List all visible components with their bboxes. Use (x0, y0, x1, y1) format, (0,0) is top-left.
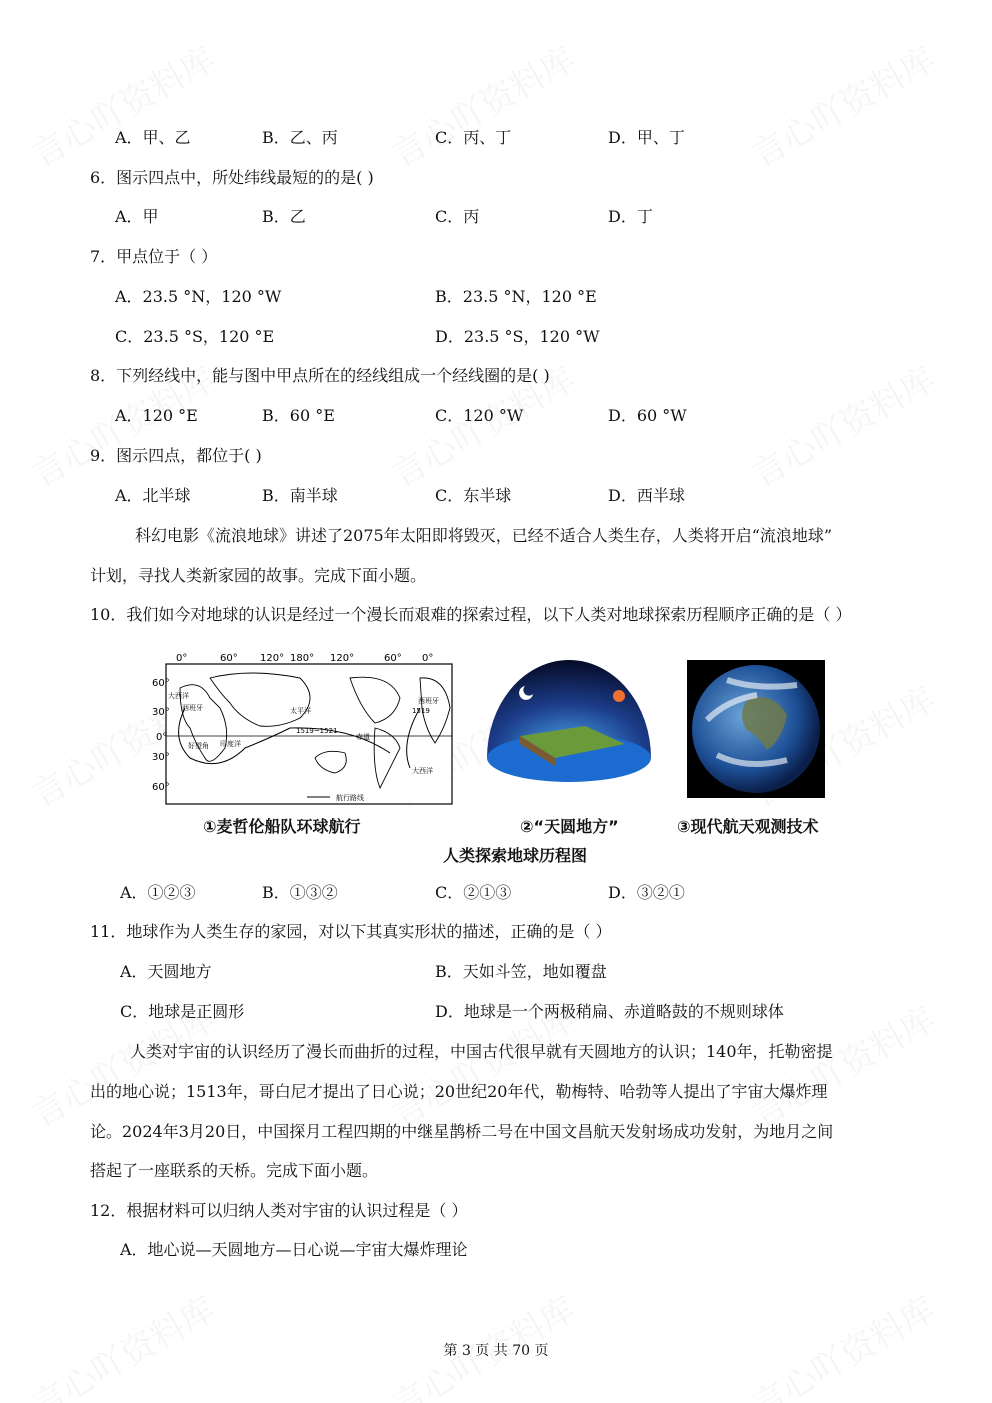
map-label: 1519~1521 (296, 727, 338, 735)
q12-stem: 12．根据材料可以归纳人类对宇宙的认识过程是（ ） (90, 1201, 468, 1220)
passage2-line: 出的地心说；1513年，哥白尼才提出了日心说；20世纪20年代，勒梅特、哈勃等人提出了宇宙大爆炸理 (90, 1082, 828, 1101)
map-label: 好望角 (188, 742, 209, 750)
q10-option-a: A．①②③ (120, 883, 196, 902)
passage1-line: 科幻电影《流浪地球》讲述了2075年太阳即将毁灭，已经不适合人类生存，人类将开启“流浪地球” (135, 526, 833, 545)
q6-option-a: A．甲 (115, 207, 159, 226)
map-label: 太平洋 (290, 707, 311, 715)
q9-stem: 9．图示四点，都位于( ) (90, 446, 262, 465)
q6-option-d: D．丁 (608, 207, 653, 226)
q10-option-b: B．①③② (262, 883, 338, 902)
q11-option-c: C．地球是正圆形 (120, 1002, 245, 1021)
watermark (741, 352, 942, 496)
q9-option-d: D．西半球 (608, 486, 685, 505)
q7-option-c: C．23.5 °S，120 °E (115, 327, 275, 346)
q10-option-d: D．③②① (608, 883, 685, 902)
map-tick: 0° (156, 732, 168, 743)
q7-option-b: B．23.5 °N，120 °E (435, 287, 597, 306)
earth-satellite-image (687, 660, 825, 798)
map-label: 西班牙 (182, 704, 203, 712)
q8-option-b: B．60 °E (262, 406, 335, 425)
q11-option-b: B．天如斗笠，地如覆盘 (435, 962, 607, 981)
map-tick: 60° (152, 678, 170, 689)
map-label: 西班牙 (418, 697, 439, 705)
q11-option-d: D．地球是一个两极稍扁、赤道略鼓的不规则球体 (435, 1002, 784, 1021)
q9-option-c: C．东半球 (435, 486, 512, 505)
q7-option-d: D．23.5 °S，120 °W (435, 327, 600, 346)
q6-option-c: C．丙 (435, 207, 480, 226)
q8-option-d: D．60 °W (608, 406, 687, 425)
map-tick: 30° (152, 752, 170, 763)
map-label: 1519 (412, 707, 430, 715)
tianyuan-difang-image (485, 658, 653, 788)
map-tick: 0° (176, 653, 188, 664)
q12-option-a: A．地心说—天圆地方—日心说—宇宙大爆炸理论 (120, 1240, 468, 1259)
q5-option-c: C．丙、丁 (435, 128, 512, 147)
q10-option-c: C．②①③ (435, 883, 512, 902)
magellan-route-map (150, 648, 460, 810)
map-label: 大西洋 (412, 767, 433, 775)
map-tick: 60° (152, 782, 170, 793)
figure-caption-1: ①麦哲伦船队环球航行 (203, 817, 361, 836)
figure-title: 人类探索地球历程图 (443, 846, 588, 865)
q7-option-a: A．23.5 °N，120 °W (115, 287, 282, 306)
passage1-line: 计划，寻找人类新家园的故事。完成下面小题。 (90, 566, 427, 585)
map-legend: 航行路线 (336, 794, 364, 802)
figure-caption-2: ②“天圆地方” (520, 817, 619, 836)
map-tick: 30° (152, 707, 170, 718)
page-footer: 第 3 页 共 70 页 (443, 1343, 549, 1359)
q8-option-c: C．120 °W (435, 406, 524, 425)
q6-stem: 6．图示四点中，所处纬线最短的的是( ) (90, 168, 374, 187)
map-tick: 180° (290, 653, 315, 664)
q6-option-b: B．乙 (262, 207, 306, 226)
watermark (381, 32, 582, 176)
q10-stem: 10．我们如今对地球的认识是经过一个漫长而艰难的探索过程，以下人类对地球探索历程顺序正确的是（ ） (90, 605, 852, 624)
watermark (741, 32, 942, 176)
map-tick: 120° (330, 653, 355, 664)
q8-option-a: A．120 °E (115, 406, 198, 425)
q11-stem: 11．地球作为人类生存的家园，对以下其真实形状的描述，正确的是（ ） (90, 922, 612, 941)
map-label: 印度洋 (220, 740, 241, 748)
q8-stem: 8．下列经线中，能与图中甲点所在的经线组成一个经线圈的是( ) (90, 366, 550, 385)
q5-option-d: D．甲、丁 (608, 128, 685, 147)
passage2-line: 搭起了一座联系的天桥。完成下面小题。 (90, 1161, 379, 1180)
watermark (21, 32, 222, 176)
map-label: 赤道 (356, 733, 370, 741)
map-tick: 0° (422, 653, 434, 664)
passage2-line: 论。2024年3月20日，中国探月工程四期的中继星鹊桥二号在中国文昌航天发射场成功发射，为地月之间 (90, 1122, 834, 1141)
map-tick: 60° (220, 653, 238, 664)
q7-stem: 7．甲点位于（ ） (90, 247, 218, 266)
map-tick: 60° (384, 653, 402, 664)
figure-caption-3: ③现代航天观测技术 (677, 817, 819, 836)
q11-option-a: A．天圆地方 (120, 962, 212, 981)
passage2-line: 人类对宇宙的认识经历了漫长而曲折的过程，中国古代很早就有天圆地方的认识；140年，托勒密提 (130, 1042, 833, 1061)
map-tick: 120° (260, 653, 285, 664)
q9-option-a: A．北半球 (115, 486, 191, 505)
q5-option-b: B．乙、丙 (262, 128, 338, 147)
map-label: 大西洋 (168, 692, 189, 700)
q5-option-a: A．甲、乙 (115, 128, 191, 147)
q9-option-b: B．南半球 (262, 486, 338, 505)
